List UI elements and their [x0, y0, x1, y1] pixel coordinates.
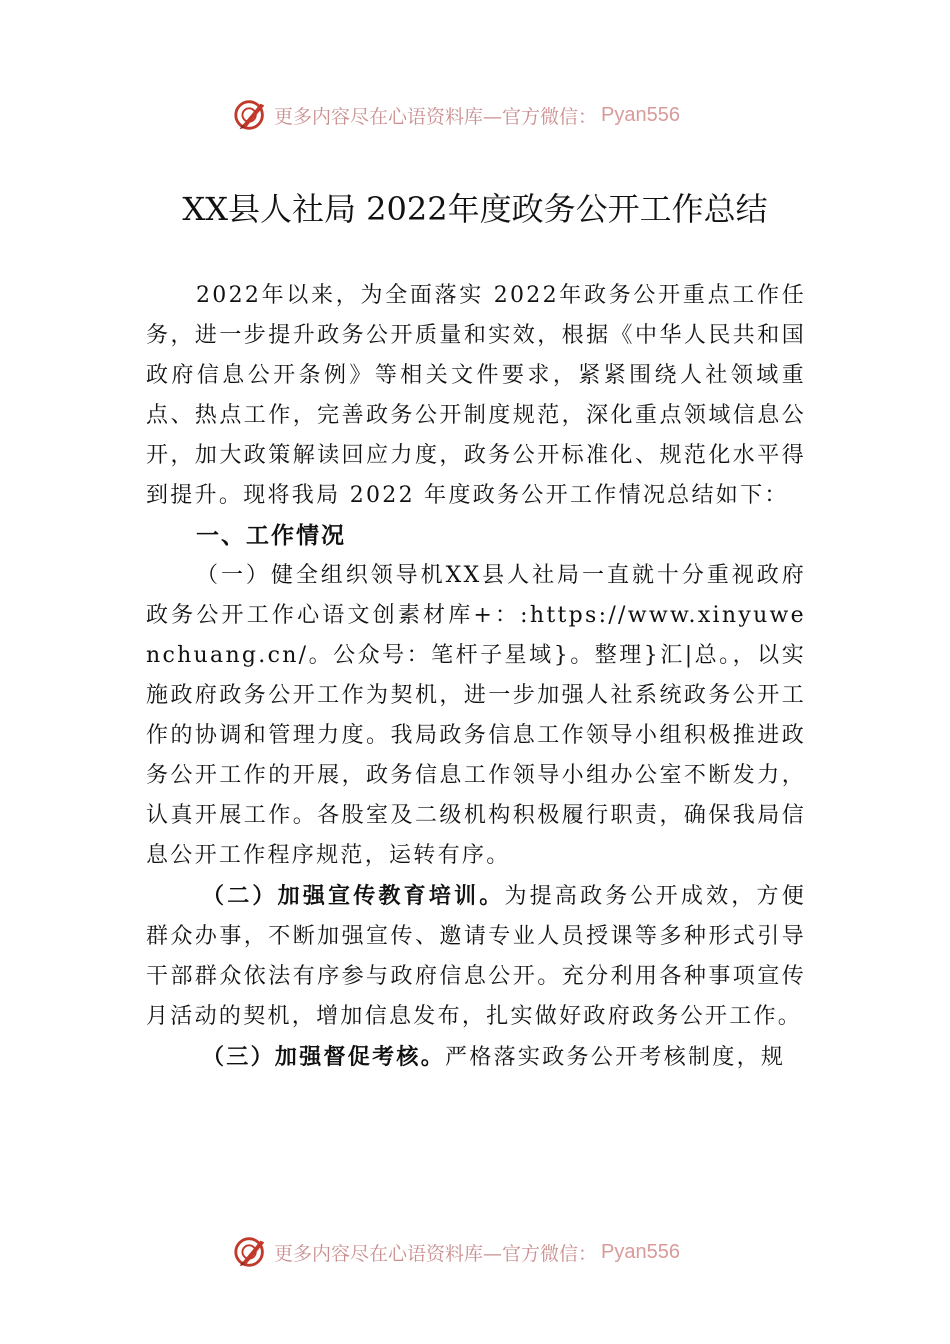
item3-text: 严格落实政务公开考核制度，规: [445, 1045, 786, 1070]
watermark-id: Pyan556: [601, 1240, 680, 1263]
watermark-text: 更多内容尽在心语资料库—官方微信：: [274, 1242, 598, 1265]
pen-logo-icon: [232, 96, 270, 134]
item1-paragraph: （一）健全组织领导机XX县人社局一直就十分重视政府政务公开工作心语文创素材库+：:https://www.xinyuwenchuang.cn/。公众号：笔杆子星域}。整理}汇|总。，以实施政府政务公开工作为契机，进一步加强人社系统政务公开工作的协调和管理力度。我局政务信息工作领导小组积极推进政务公开工作的开展，政务信息工作领导小组办公室不断发力，认真开展工作。各股室及二级机构积极履行职责，确保我局信息公开工作程序规范，运转有序。: [146, 563, 806, 868]
watermark-banner-bottom: [232, 1232, 680, 1272]
item2-text: 为提高政务公开成效，方便群众办事，不断加强宣传、邀请专业人员授课等多种形式引导干部群众依法有序参与政府信息公开。充分利用各种事项宣传月活动的契机，增加信息发布，扎实做好政府政务公开工作。: [146, 884, 806, 1029]
watermark-text: 更多内容尽在心语资料库—官方微信：: [274, 105, 598, 128]
section-heading: 一、工作情况: [196, 523, 346, 549]
pen-logo-icon: [232, 1233, 270, 1271]
watermark-id: Pyan556: [601, 103, 680, 126]
item3-paragraph: [146, 1037, 806, 1078]
document-body: [146, 276, 806, 1078]
watermark-banner-top: [232, 95, 680, 135]
item3-lead: （三）加强督促考核。: [202, 1044, 446, 1070]
document-title: XX县人社局 2022年度政务公开工作总结: [182, 190, 768, 228]
item2-paragraph: [146, 876, 806, 1037]
intro-paragraph: 2022年以来，为全面落实 2022年政务公开重点工作任务，进一步提升政务公开质量和实效，根据《中华人民共和国政府信息公开条例》等相关文件要求，紧紧围绕人社领域重点、热点工作，完善政务公开制度规范，深化重点领域信息公开，加大政策解读回应力度，政务公开标准化、规范化水平得到提升。现将我局 2022 年度政务公开工作情况总结如下：: [146, 283, 806, 508]
item2-lead: （二）加强宣传教育培训。: [202, 883, 505, 909]
